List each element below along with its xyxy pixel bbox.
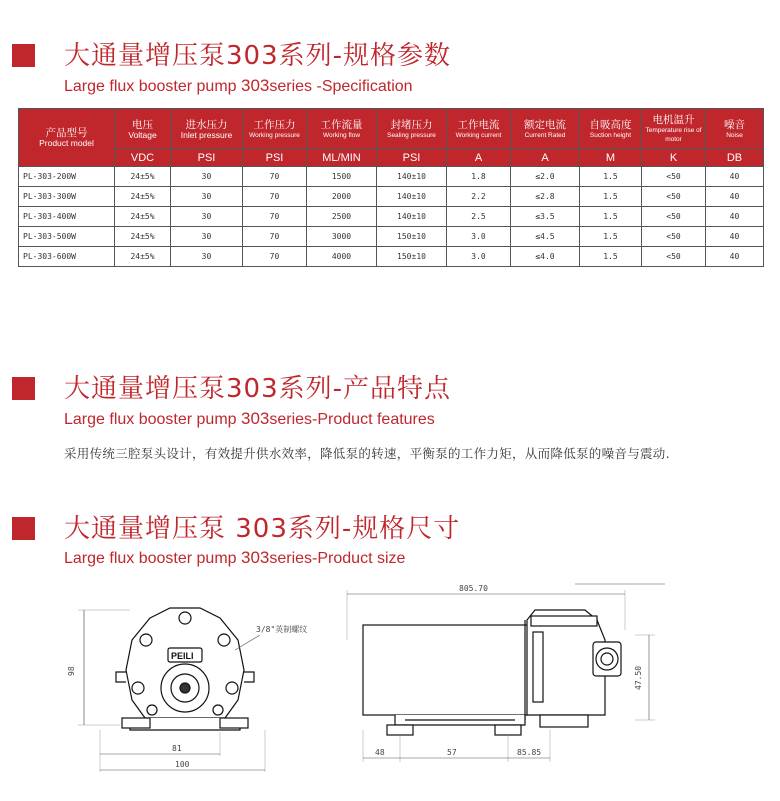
table-cell: PL-303-500W [19, 227, 115, 247]
table-cell: ≤2.8 [511, 187, 580, 207]
table-cell: 3.0 [447, 247, 511, 267]
table-cell: 30 [171, 247, 243, 267]
header-en: Inlet pressure [180, 129, 233, 140]
header-cn: 封堵压力 [390, 118, 433, 131]
unit-cell: A [511, 150, 580, 167]
table-row [19, 167, 764, 187]
table-cell: <50 [642, 247, 706, 267]
table-cell: PL-303-600W [19, 247, 115, 267]
section-marker [12, 517, 35, 540]
table-row [19, 227, 764, 247]
table-header-cell [19, 109, 115, 167]
header-cn: 工作流量 [320, 118, 363, 131]
header-en: Voltage [128, 129, 157, 140]
table-header-cell [171, 109, 243, 150]
side-dim-3: 85.85 [517, 748, 542, 757]
header-cn: 工作压力 [253, 118, 296, 131]
table-cell: 70 [243, 187, 307, 207]
size-title-cn: 大通量增压泵 303系列-规格尺寸 [64, 514, 461, 544]
table-cell: PL-303-300W [19, 187, 115, 207]
table-cell: 140±10 [377, 167, 447, 187]
spec-table [18, 108, 764, 267]
table-cell: 140±10 [377, 187, 447, 207]
table-row [19, 207, 764, 227]
port-label: 3/8"英制螺纹 [256, 625, 308, 634]
table-header-cell [706, 109, 764, 150]
table-cell: 140±10 [377, 207, 447, 227]
unit-cell: DB [706, 150, 764, 167]
table-cell: 24±5% [115, 187, 171, 207]
pump-front-view [60, 590, 320, 790]
table-cell: 30 [171, 187, 243, 207]
table-cell: <50 [642, 207, 706, 227]
table-header-cell [642, 109, 706, 150]
header-en: Current Rated [524, 131, 566, 139]
table-cell: 2.5 [447, 207, 511, 227]
table-cell: <50 [642, 227, 706, 247]
brand-label: PEILI [171, 651, 194, 661]
header-cn: 工作电流 [457, 118, 500, 131]
table-header-cell [243, 109, 307, 150]
header-en: Working current [455, 131, 502, 139]
table-cell: ≤4.5 [511, 227, 580, 247]
table-cell: 150±10 [377, 227, 447, 247]
unit-cell: PSI [243, 150, 307, 167]
table-header-cell [115, 109, 171, 150]
table-row [19, 187, 764, 207]
table-cell: 40 [706, 167, 764, 187]
table-cell: 1500 [307, 167, 377, 187]
spec-title-cn: 大通量增压泵303系列-规格参数 [64, 41, 452, 71]
front-total-width-label: 100 [175, 760, 190, 769]
table-header-cell [580, 109, 642, 150]
header-cn: 产品型号 [45, 127, 88, 139]
table-cell: 70 [243, 207, 307, 227]
table-cell: 150±10 [377, 247, 447, 267]
features-title-cn: 大通量增压泵303系列-产品特点 [64, 374, 452, 404]
table-cell: 40 [706, 247, 764, 267]
front-height-label: 98 [67, 666, 76, 676]
table-cell: 2500 [307, 207, 377, 227]
table-cell: 70 [243, 167, 307, 187]
pump-head-shape [116, 608, 254, 730]
table-cell: PL-303-200W [19, 167, 115, 187]
table-cell: 40 [706, 187, 764, 207]
unit-cell: K [642, 150, 706, 167]
table-cell: <50 [642, 187, 706, 207]
table-header-cell [307, 109, 377, 150]
header-en: Suction height [589, 131, 632, 139]
table-cell: 1.5 [580, 167, 642, 187]
table-header-cell [447, 109, 511, 150]
header-cn: 噪音 [724, 118, 745, 131]
table-cell: 1.5 [580, 247, 642, 267]
table-cell: 30 [171, 207, 243, 227]
unit-cell: VDC [115, 150, 171, 167]
size-title-en: Large flux booster pump 303series-Product size [64, 548, 406, 567]
table-cell: 1.5 [580, 227, 642, 247]
table-cell: 70 [243, 227, 307, 247]
features-description: 采用传统三腔泵头设计，有效提升供水效率，降低泵的转速，平衡泵的工作力矩，从而降低泵的噪音与震动. [64, 446, 670, 461]
header-en: Temperature rise of motor [645, 127, 702, 143]
table-cell: 30 [171, 167, 243, 187]
table-cell: 24±5% [115, 227, 171, 247]
side-dim-2: 57 [447, 748, 457, 757]
header-en: Product model [39, 138, 94, 148]
section-marker [12, 377, 35, 400]
table-cell: 2000 [307, 187, 377, 207]
unit-cell: A [447, 150, 511, 167]
table-cell: 2.2 [447, 187, 511, 207]
table-cell: 24±5% [115, 167, 171, 187]
header-cn: 电机温升 [652, 114, 695, 126]
front-inner-width-label: 81 [172, 744, 182, 753]
table-cell: 1.5 [580, 187, 642, 207]
table-cell: 30 [171, 227, 243, 247]
table-cell: 3.0 [447, 227, 511, 247]
table-cell: 70 [243, 247, 307, 267]
side-height-label: 47.50 [634, 665, 643, 690]
header-en: Working pressure [249, 131, 300, 139]
table-cell: 24±5% [115, 247, 171, 267]
table-cell: ≤2.0 [511, 167, 580, 187]
table-cell: <50 [642, 167, 706, 187]
header-en: Working flow [322, 131, 361, 139]
header-cn: 电压 [132, 118, 153, 131]
header-en: Noise [726, 131, 743, 139]
side-length-label: 805.70 [459, 584, 488, 593]
table-cell: 40 [706, 227, 764, 247]
table-cell: 3000 [307, 227, 377, 247]
header-cn: 自吸高度 [589, 118, 632, 131]
table-header-cell [377, 109, 447, 150]
table-row [19, 247, 764, 267]
table-cell: 24±5% [115, 207, 171, 227]
unit-cell: M [580, 150, 642, 167]
table-cell: 1.5 [580, 207, 642, 227]
table-cell: 1.8 [447, 167, 511, 187]
table-header-cell [511, 109, 580, 150]
unit-cell: PSI [171, 150, 243, 167]
spec-title-en: Large flux booster pump 303series -Specification [64, 76, 413, 95]
header-cn: 进水压力 [185, 118, 228, 131]
unit-cell: ML/MIN [307, 150, 377, 167]
table-cell: ≤3.5 [511, 207, 580, 227]
unit-cell: PSI [377, 150, 447, 167]
table-cell: ≤4.0 [511, 247, 580, 267]
table-cell: 4000 [307, 247, 377, 267]
features-title-en: Large flux booster pump 303series-Product features [64, 409, 435, 428]
pump-side-view [335, 580, 675, 780]
side-dim-1: 48 [375, 748, 385, 757]
header-en: Sealing pressure [387, 131, 436, 139]
header-cn: 额定电流 [524, 118, 566, 131]
table-cell: 40 [706, 207, 764, 227]
table-cell: PL-303-400W [19, 207, 115, 227]
pump-body-shape [363, 610, 621, 735]
section-marker [12, 44, 35, 67]
